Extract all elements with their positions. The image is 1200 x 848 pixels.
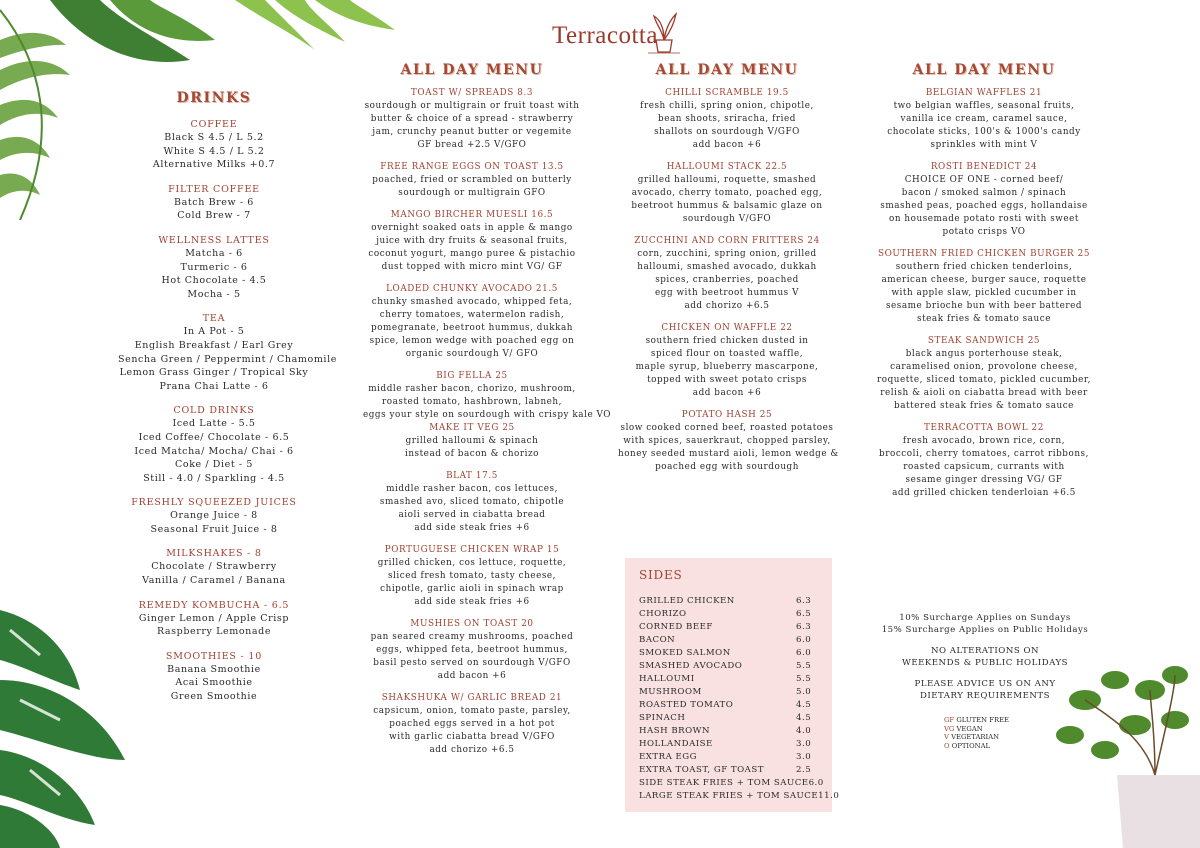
menu-item: [363, 370, 612, 422]
menu-item-description: two belgian waffles, seasonal fruits,: [893, 101, 1075, 111]
menu-item-description: sesame ginger dressing VG/ GF: [905, 475, 1063, 485]
menu-item-description: add side steak fries +6: [414, 597, 530, 607]
side-price: 11.0: [818, 791, 840, 801]
sides-row: [639, 777, 824, 790]
menu-item-description: roquette, sliced tomato, pickled cucumber,: [876, 375, 1092, 385]
menu-item-description: eggs, whipped feta, beetroot hummus,: [376, 645, 568, 655]
drinks-item: Green Smoothie: [170, 691, 258, 703]
menu-item: [618, 161, 836, 226]
side-name: BACON: [639, 635, 676, 645]
menu-heading: ALL DAY MENU: [912, 62, 1056, 78]
menu-item-description: add grilled chicken tenderloian +6.5: [892, 488, 1076, 498]
menu-item-description: add chorizo +6.5: [684, 301, 770, 311]
menu-item-description: pan seared creamy mushrooms, poached: [370, 632, 574, 642]
menu-item-description: broccoli, cherry tomatoes, carrot ribbons,: [879, 449, 1089, 459]
sides-row: [639, 647, 818, 660]
menu-item-description: with spices, sauerkraut, chopped parsley,: [623, 436, 831, 446]
menu-item-title: TOAST W/ SPREADS 8.3: [410, 88, 534, 98]
menu-item-description: caramelised onion, provolone cheese,: [890, 362, 1078, 372]
drinks-section-title: SMOOTHIES - 10: [165, 650, 263, 662]
all-day-menu-column-2: [618, 58, 839, 483]
side-name: ROASTED TOMATO: [639, 700, 734, 710]
menu-item: [618, 87, 836, 152]
menu-item-description: sourdough V/GFO: [682, 214, 772, 224]
menu-item-description: cherry tomatoes, watermelon radish,: [379, 310, 565, 320]
menu-item-description: roasted capsicum, currants with: [903, 462, 1065, 472]
menu-item-description: middle rasher bacon, chorizo, mushroom,: [368, 384, 576, 394]
menu-item-description: spices, cranberries, poached: [655, 275, 799, 285]
side-name: EXTRA EGG: [639, 752, 698, 762]
menu-item-description: with garlic ciabatta bread V/GFO: [389, 732, 555, 742]
legend-label: GLUTEN FREE: [956, 716, 1009, 724]
note-surcharge: [880, 613, 1090, 636]
side-price: 6.0: [808, 778, 824, 788]
sides-panel: [625, 558, 840, 812]
side-price: 2.5: [796, 765, 812, 775]
side-name: SMASHED AVOCADO: [639, 661, 743, 671]
drinks-item: Sencha Green / Peppermint / Chamomile: [118, 353, 337, 365]
menu-item: [363, 692, 581, 757]
drinks-item: Mocha - 5: [187, 288, 241, 300]
menu-item-description: shallots on sourdough V/GFO: [654, 127, 800, 137]
legend-code: VG: [944, 724, 955, 733]
menu-item-description: southern fried chicken tenderloins,: [895, 262, 1073, 272]
menu-item-description: sesame brioche bun with beer battered: [885, 301, 1083, 311]
legend-code: GF: [944, 716, 955, 724]
sides-row: [639, 764, 818, 777]
note-line: 10% Surcharge Applies on Sundays: [899, 613, 1071, 623]
menu-item-description: american cheese, burger sauce, roquette: [881, 275, 1087, 285]
drinks-item: Ginger Lemon / Apple Crisp: [138, 612, 290, 624]
drinks-item: Cold Brew - 7: [177, 210, 251, 222]
menu-item-description: southern fried chicken dusted in: [645, 336, 809, 346]
legend-label: VEGAN: [956, 724, 983, 733]
menu-item-description: on housemade potato rosti with sweet: [889, 214, 1079, 224]
drinks-section-title: FILTER COFFEE: [168, 183, 260, 195]
brand-name: Terracotta: [552, 22, 658, 49]
menu-item-title: CHICKEN ON WAFFLE 22: [661, 323, 793, 333]
drinks-section: [118, 183, 310, 223]
drinks-item: Matcha - 6: [185, 247, 243, 259]
sides-row: [639, 595, 818, 608]
menu-item-description: organic sourdough V/ GFO: [405, 349, 539, 359]
side-price: 6.5: [796, 609, 812, 619]
menu-item-description: add bacon +6: [437, 671, 507, 681]
sides-row: [639, 712, 818, 725]
drinks-section-title: FRESHLY SQUEEZED JUICES: [131, 497, 297, 509]
menu-item-description: eggs your style on sourdough with crispy kale VO: [363, 410, 612, 420]
menu-item-title: LOADED CHUNKY AVOCADO 21.5: [386, 284, 558, 294]
drinks-section-title: TEA: [202, 313, 226, 325]
menu-item-description: dust topped with micro mint VG/ GF: [381, 262, 563, 272]
menu-item-description: sprinkles with mint V: [930, 140, 1038, 150]
side-name: LARGE STEAK FRIES + TOM SAUCE: [639, 791, 819, 801]
menu-item-title: ROSTI BENEDICT 24: [930, 162, 1038, 172]
note-line: PLEASE ADVICE US ON ANY: [914, 679, 1056, 689]
menu-item-description: chunky smashed avocado, whipped feta,: [371, 297, 573, 307]
drinks-item: Batch Brew - 6: [174, 196, 254, 208]
menu-item-description: aioli served in ciabatta bread: [398, 510, 546, 520]
drinks-column: [118, 86, 337, 715]
menu-item-description: slow cooked corned beef, roasted potatoes: [620, 423, 834, 433]
drinks-item: Banana Smoothie: [167, 663, 261, 675]
menu-item-description: bean shoots, sriracha, fried: [658, 114, 796, 124]
drinks-section: [118, 496, 310, 536]
menu-item-title: PORTUGUESE CHICKEN WRAP 15: [384, 545, 560, 555]
menu-item-description: coconut yogurt, mango puree & pistachio: [368, 249, 576, 259]
menu-item-description: pomegranate, beetroot hummus, dukkah: [371, 323, 573, 333]
note-alterations: [880, 646, 1090, 669]
side-price: 6.3: [796, 622, 812, 632]
menu-item-title: HALLOUMI STACK 22.5: [666, 162, 788, 172]
menu-item: [363, 618, 581, 683]
menu-item-description: vanilla ice cream, caramel sauce,: [900, 114, 1068, 124]
drinks-section-title: WELLNESS LATTES: [158, 234, 270, 246]
drinks-item: Coke / Diet - 5: [175, 459, 253, 471]
dietary-legend: [944, 716, 1024, 750]
menu-item-description: basil pesto served on sourdough V/GFO: [373, 658, 571, 668]
menu-item-description: fresh chilli, spring onion, chipotle,: [640, 101, 814, 111]
menu-item: [363, 283, 581, 361]
menu-item: [618, 322, 836, 400]
legend-entry: [944, 725, 1024, 734]
menu-item-description: spice, lemon wedge with poached egg on: [369, 336, 575, 346]
menu-item-title: STEAK SANDWICH 25: [927, 336, 1041, 346]
menu-item-description: sourdough or multigrain GFO: [398, 188, 546, 198]
menu-item: [875, 161, 1093, 239]
menu-item: [875, 335, 1093, 413]
menu-item-description: GF bread +2.5 V/GFO: [417, 140, 527, 150]
menu-item-description: add chorizo +6.5: [429, 745, 515, 755]
brand-logo: [520, 10, 690, 56]
side-name: SPINACH: [639, 713, 686, 723]
drinks-section-title: REMEDY KOMBUCHA - 6.5: [138, 599, 290, 611]
menu-item-title: MUSHIES ON TOAST 20: [410, 619, 534, 629]
drinks-item: English Breakfast / Earl Grey: [134, 339, 294, 351]
drinks-item: Hot Chocolate - 4.5: [161, 275, 267, 287]
menu-item: [875, 422, 1093, 500]
palm-frond-icon: [0, 0, 120, 220]
legend-code: V: [944, 733, 949, 741]
side-name: HALLOUMI: [639, 674, 695, 684]
menu-item-description: bacon / smoked salmon / spinach: [901, 188, 1067, 198]
drinks-section: [118, 547, 310, 587]
menu-item-description: battered steak fries & tomato sauce: [894, 401, 1074, 411]
side-name: HASH BROWN: [639, 726, 710, 736]
menu-item-description: middle rasher bacon, cos lettuces,: [386, 484, 558, 494]
drinks-item: Iced Coffee/ Chocolate - 6.5: [138, 431, 290, 443]
menu-item-description: chipotle, garlic aioli in spinach wrap: [380, 584, 564, 594]
menu-item-title: ZUCCHINI AND CORN FRITTERS 24: [634, 236, 820, 246]
menu-item-description: smashed peas, poached eggs, hollandaise: [880, 201, 1088, 211]
side-name: EXTRA TOAST, GF TOAST: [639, 765, 764, 775]
menu-item-title: SHAKSHUKA W/ GARLIC BREAD 21: [381, 693, 563, 703]
menu-item-description: halloumi, smashed avocado, dukkah: [637, 262, 817, 272]
menu-item-description: grilled halloumi & spinach: [405, 436, 539, 446]
drinks-item: White S 4.5 / L 5.2: [163, 145, 265, 157]
menu-item-description: poached egg with sourdough: [655, 462, 799, 472]
sides-row: [639, 621, 818, 634]
drinks-section: [118, 404, 310, 485]
drinks-item: Vanilla / Caramel / Banana: [142, 575, 286, 587]
sides-row: [639, 790, 840, 803]
drinks-section-title: COFFEE: [190, 119, 238, 130]
menu-item-description: maple syrup, blueberry mascarpone,: [635, 362, 819, 372]
menu-item-description: CHOICE OF ONE - corned beef/: [904, 175, 1064, 185]
side-price: 5.0: [796, 687, 812, 697]
menu-item-description: add side steak fries +6: [414, 523, 530, 533]
all-day-menu-column-1: [363, 58, 612, 766]
side-price: 3.0: [796, 739, 812, 749]
drinks-item: Acai Smoothie: [175, 677, 253, 689]
legend-entry: [944, 733, 1024, 742]
notes-panel: [880, 613, 1090, 712]
drinks-item: Raspberry Lemonade: [156, 626, 272, 638]
drinks-heading: DRINKS: [176, 90, 252, 106]
side-name: CHORIZO: [639, 609, 687, 619]
sides-row: [639, 738, 818, 751]
side-price: 4.5: [796, 700, 812, 710]
legend-entry: [944, 742, 1024, 751]
menu-item-description: potato crisps VO: [942, 227, 1026, 237]
menu-item-title: SOUTHERN FRIED CHICKEN BURGER 25: [877, 249, 1091, 259]
menu-item-description: capsicum, onion, tomato paste, parsley,: [373, 706, 571, 716]
legend-code: O: [944, 741, 950, 750]
side-name: SMOKED SALMON: [639, 648, 731, 658]
menu-item: [618, 409, 839, 474]
menu-item-description: sourdough or multigrain or fruit toast with: [364, 101, 580, 111]
menu-item-description: overnight soaked oats in apple & mango: [371, 223, 573, 233]
menu-item-description: topped with sweet potato crisps: [647, 375, 807, 385]
monstera-leaf-icon: [40, 0, 220, 90]
sides-row: [639, 660, 818, 673]
menu-item-title: MANGO BIRCHER MUESLI 16.5: [390, 210, 554, 220]
drinks-section: [118, 312, 337, 393]
sides-row: [639, 751, 818, 764]
menu-item: [363, 470, 581, 535]
legend-label: VEGETARIAN: [951, 733, 1000, 741]
drinks-item: Alternative Milks +0.7: [152, 159, 276, 171]
drinks-item: Iced Latte - 5.5: [172, 418, 256, 430]
menu-item-description: jam, crunchy peanut butter or vegemite: [372, 127, 572, 137]
menu-item-description: smashed avo, sliced tomato, chipotle: [379, 497, 565, 507]
menu-item-title: FREE RANGE EGGS ON TOAST 13.5: [380, 162, 564, 172]
menu-item-description: corn, zucchini, spring onion, grilled: [637, 249, 817, 259]
menu-item-description: poached, fried or scrambled on butterly: [372, 175, 572, 185]
side-price: 4.0: [796, 726, 812, 736]
menu-item: [875, 87, 1093, 152]
drinks-item: Black S 4.5 / L 5.2: [164, 132, 264, 143]
menu-item: [618, 235, 836, 313]
drinks-section-title: MILKSHAKES - 8: [166, 548, 262, 560]
side-name: SIDE STEAK FRIES + TOM SAUCE: [639, 778, 809, 788]
sides-row: [639, 634, 818, 647]
drinks-item: Iced Matcha/ Mocha/ Chai - 6: [134, 445, 294, 457]
menu-item-description: grilled chicken, cos lettuce, roquette,: [377, 558, 567, 568]
all-day-menu-column-3: [875, 58, 1093, 509]
menu-item-description: black angus porterhouse steak,: [905, 349, 1063, 359]
menu-item-description: instead of bacon & chorizo: [404, 449, 540, 459]
note-line: NO ALTERATIONS ON: [930, 646, 1040, 656]
drinks-item: Turmeric - 6: [180, 261, 248, 273]
menu-item-description: spiced flour on toasted waffle,: [650, 349, 804, 359]
menu-item-description: with apple slaw, pickled cucumber in: [891, 288, 1077, 298]
side-name: MUSHROOM: [639, 687, 702, 697]
note-line: DIETARY REQUIREMENTS: [919, 690, 1051, 701]
menu-item: [363, 422, 581, 461]
note-line: 15% Surcharge Applies on Public Holidays: [881, 624, 1089, 635]
note-dietary: [880, 679, 1090, 702]
menu-item-title: MAKE IT VEG 25: [429, 423, 515, 433]
menu-item: [363, 161, 581, 200]
side-price: 4.5: [796, 713, 812, 723]
menu-item-description: juice with dry fruits & seasonal fruits,: [376, 236, 568, 246]
menu-item-description: egg with beetroot hummus V: [655, 288, 799, 298]
menu-item-description: grilled halloumi, roquette, smashed: [637, 175, 817, 185]
side-price: 6.0: [796, 648, 812, 658]
menu-item-title: BELGIAN WAFFLES 21: [925, 88, 1043, 98]
menu-item: [875, 248, 1093, 326]
side-price: 6.0: [796, 635, 812, 645]
drinks-item: Seasonal Fruit Juice - 8: [150, 523, 278, 535]
drinks-item: Still - 4.0 / Sparkling - 4.5: [143, 472, 285, 484]
drinks-section-title: COLD DRINKS: [173, 405, 255, 417]
menu-item-title: BLAT 17.5: [446, 471, 498, 481]
menu-item-title: POTATO HASH 25: [681, 410, 773, 420]
menu-item-description: add bacon +6: [692, 140, 762, 150]
drinks-item: Lemon Grass Ginger / Tropical Sky: [119, 367, 309, 379]
side-name: CORNED BEEF: [639, 622, 713, 632]
side-name: GRILLED CHICKEN: [639, 596, 735, 606]
menu-item-description: butter & choice of a spread - strawberry: [370, 114, 574, 124]
palm-frond-icon: [235, 0, 400, 55]
menu-item-description: fresh avocado, brown rice, corn,: [902, 436, 1066, 446]
menu-item-description: steak fries & tomato sauce: [917, 314, 1051, 324]
menu-item: [363, 209, 581, 274]
sides-row: [639, 673, 818, 686]
sides-title: SIDES: [639, 568, 683, 582]
drinks-item: Orange Juice - 8: [170, 510, 258, 522]
drinks-section: [118, 118, 310, 172]
menu-item-description: honey seeded mustard aioli, lemon wedge &: [618, 449, 839, 459]
menu-item-description: avocado, cherry tomato, poached egg,: [631, 188, 823, 198]
sides-row: [639, 608, 818, 621]
menu-heading: ALL DAY MENU: [655, 62, 799, 78]
side-price: 6.3: [796, 596, 812, 606]
menu-item-title: BIG FELLA 25: [436, 371, 508, 381]
drinks-section: [118, 599, 310, 639]
sides-row: [639, 686, 818, 699]
menu-item-description: sliced fresh tomato, tasty cheese,: [387, 571, 556, 581]
note-line: WEEKENDS & PUBLIC HOLIDAYS: [901, 657, 1069, 668]
side-name: HOLLANDAISE: [639, 739, 713, 749]
menu-item-description: roasted tomato, hashbrown, labneh,: [381, 397, 562, 407]
menu-item-title: CHILLI SCRAMBLE 19.5: [665, 88, 789, 98]
menu-item: [363, 544, 581, 609]
drinks-item: Prana Chai Latte - 6: [159, 380, 269, 392]
drinks-item: Chocolate / Strawberry: [151, 561, 277, 573]
side-price: 5.5: [796, 674, 812, 684]
menu-item-description: poached eggs served in a hot pot: [389, 719, 555, 729]
plant-pot-logo-icon: [648, 10, 680, 54]
drinks-item: In A Pot - 5: [183, 326, 245, 338]
side-price: 5.5: [796, 661, 812, 671]
menu-item-description: chocolate sticks, 100's & 1000's candy: [887, 127, 1081, 137]
sides-row: [639, 699, 818, 712]
sides-row: [639, 725, 818, 738]
side-price: 3.0: [796, 752, 812, 762]
drinks-section: [118, 234, 310, 301]
drinks-section: [118, 650, 310, 704]
menu-heading: ALL DAY MENU: [400, 62, 544, 78]
legend-entry: [944, 716, 1024, 725]
menu-item: [363, 87, 581, 152]
menu-item-description: relish & aioli on ciabatta bread with beer: [880, 388, 1088, 398]
menu-item-description: beetroot hummus & balsamic glaze on: [631, 201, 823, 211]
menu-item-description: add bacon +6: [692, 388, 762, 398]
legend-label: OPTIONAL: [951, 741, 991, 750]
menu-item-title: TERRACOTTA BOWL 22: [924, 423, 1044, 433]
